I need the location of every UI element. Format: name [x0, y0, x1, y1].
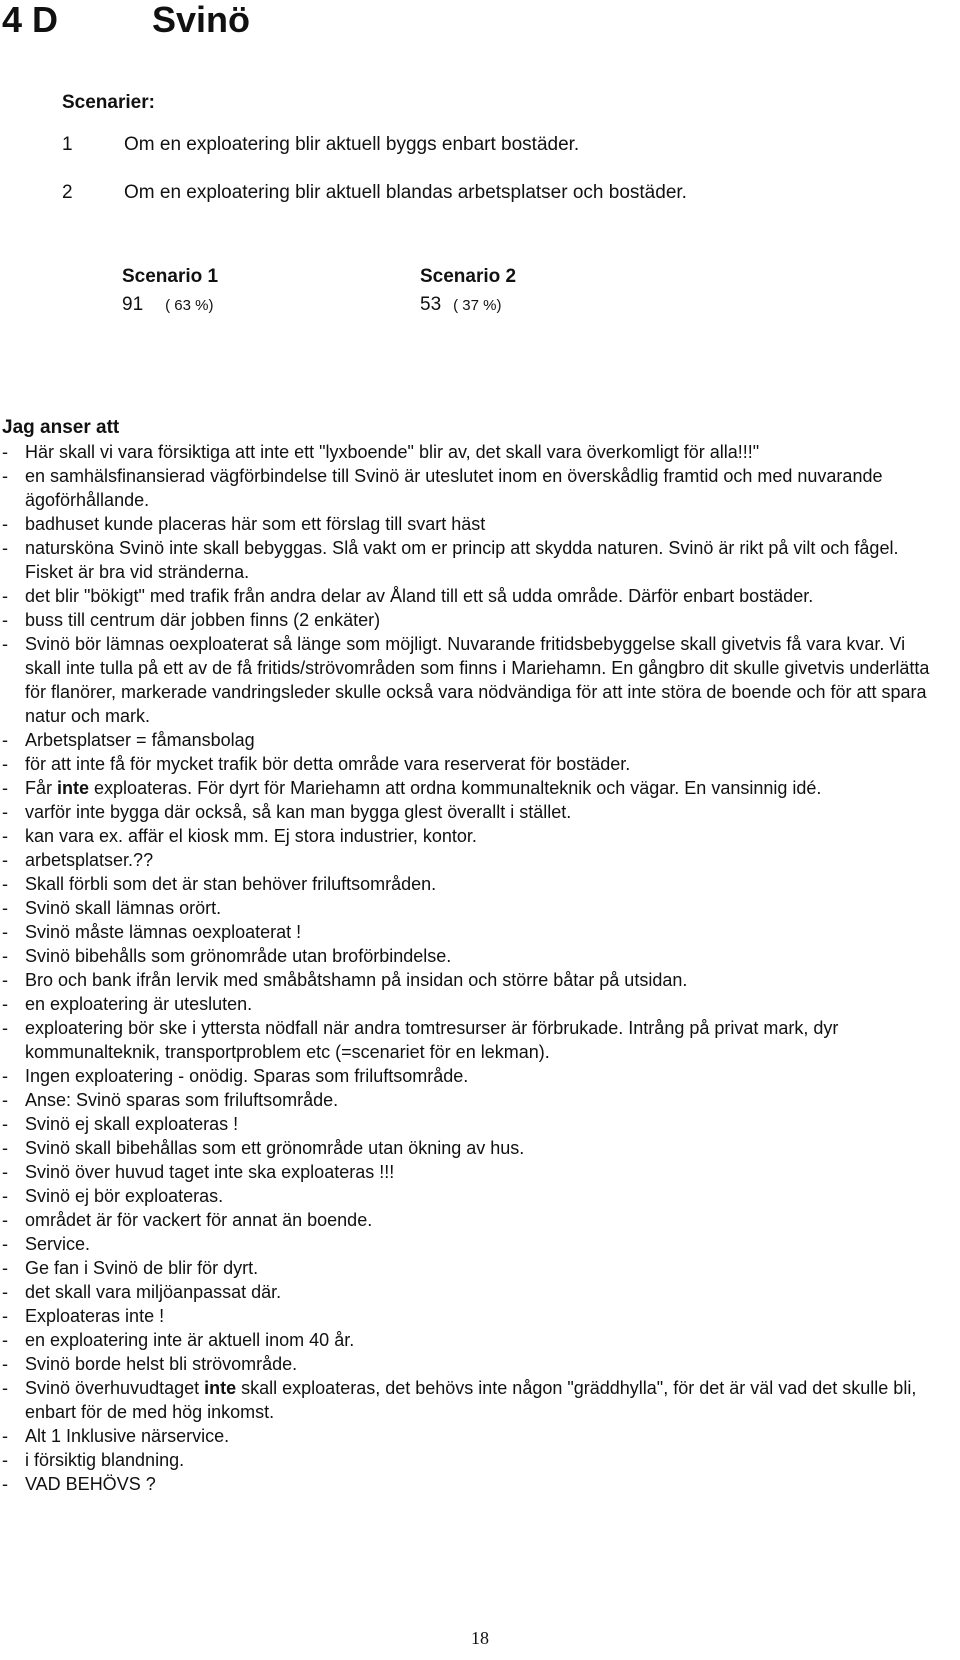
opinion-text: Svinö ej bör exploateras. — [25, 1186, 224, 1206]
scenario-1-heading: Scenario 1 — [122, 266, 219, 287]
scenarios-title: Scenarier: — [62, 92, 155, 113]
bullet-dash: - — [2, 922, 8, 942]
bullet-dash: - — [2, 994, 8, 1014]
opinions-list — [2, 440, 942, 1496]
opinion-emphasis: inte — [57, 778, 90, 798]
opinion-item — [2, 584, 942, 608]
bullet-dash: - — [2, 466, 8, 486]
opinion-text: en exploatering är utesluten. — [25, 994, 253, 1014]
opinion-text: det blir "bökigt" med trafik från andra delar av Åland till ett så udda område. Därför enbart bostäder. — [25, 586, 814, 606]
bullet-dash: - — [2, 1066, 8, 1086]
opinion-text: Svinö skall bibehållas som ett grönområde utan ökning av hus. — [25, 1138, 525, 1158]
bullet-dash: - — [2, 538, 8, 558]
scenario-2-count: 53 — [420, 294, 442, 315]
opinion-item — [2, 1448, 942, 1472]
bullet-dash: - — [2, 1234, 8, 1254]
opinion-item — [2, 896, 942, 920]
opinion-text: en exploatering inte är aktuell inom 40 år. — [25, 1330, 355, 1350]
bullet-dash: - — [2, 1450, 8, 1470]
bullet-dash: - — [2, 1474, 8, 1494]
opinion-item — [2, 464, 942, 512]
opinion-item — [2, 1136, 942, 1160]
opinion-text: Svinö bibehålls som grönområde utan broförbindelse. — [25, 946, 452, 966]
opinions-section — [2, 416, 942, 1496]
opinion-text: VAD BEHÖVS ? — [25, 1474, 156, 1494]
opinion-item — [2, 944, 942, 968]
bullet-dash: - — [2, 1354, 8, 1374]
opinion-item — [2, 872, 942, 896]
scenario-item — [62, 134, 579, 156]
opinion-text: badhuset kunde placeras här som ett förslag till svart häst — [25, 514, 486, 534]
opinion-item — [2, 1304, 942, 1328]
opinion-text: exploateras. För dyrt för Mariehamn att ordna kommunalteknik och vägar. En vansinnig idé. — [89, 778, 822, 798]
opinion-text: Ge fan i Svinö de blir för dyrt. — [25, 1258, 259, 1278]
opinion-item — [2, 1280, 942, 1304]
opinion-item — [2, 1376, 942, 1424]
bullet-dash: - — [2, 970, 8, 990]
opinion-text: i försiktig blandning. — [25, 1450, 185, 1470]
opinion-text: Svinö borde helst bli strövområde. — [25, 1354, 298, 1374]
scenario-2-percent: ( 37 %) — [453, 297, 502, 314]
opinion-text: det skall vara miljöanpassat där. — [25, 1282, 282, 1302]
scenario-1-count: 91 — [122, 294, 144, 315]
opinion-item — [2, 728, 942, 752]
opinion-text: Ingen exploatering - onödig. Sparas som friluftsområde. — [25, 1066, 469, 1086]
bullet-dash: - — [2, 1186, 8, 1206]
bullet-dash: - — [2, 1426, 8, 1446]
scenario-text: Om en exploatering blir aktuell blandas arbetsplatser och bostäder. — [124, 182, 687, 203]
opinion-item — [2, 1064, 942, 1088]
bullet-dash: - — [2, 1162, 8, 1182]
opinion-item — [2, 608, 942, 632]
bullet-dash: - — [2, 874, 8, 894]
bullet-dash: - — [2, 634, 8, 654]
opinion-text: Bro och bank ifrån lervik med småbåtshamn på insidan och större båtar på utsidan. — [25, 970, 688, 990]
bullet-dash: - — [2, 730, 8, 750]
scenario-number: 2 — [62, 182, 73, 203]
bullet-dash: - — [2, 778, 8, 798]
opinion-item — [2, 1328, 942, 1352]
opinion-text: Arbetsplatser = fåmansbolag — [25, 730, 255, 750]
opinion-text: en samhälsfinansierad vägförbindelse till Svinö är uteslutet inom en överskådlig framtid och med nuvarande ägoförhållande. — [25, 466, 883, 510]
opinion-item — [2, 512, 942, 536]
opinion-text: Service. — [25, 1234, 91, 1254]
opinion-text: Skall förbli som det är stan behöver friluftsområden. — [25, 874, 437, 894]
opinion-text: Alt 1 Inklusive närservice. — [25, 1426, 230, 1446]
bullet-dash: - — [2, 1258, 8, 1278]
opinion-item — [2, 800, 942, 824]
scenario-1-percent: ( 63 %) — [165, 297, 214, 314]
opinion-text: natursköna Svinö inte skall bebyggas. Slå vakt om er princip att skydda naturen. Svinö är rikt på vilt och fågel. Fisket är bra vid stränderna. — [25, 538, 899, 582]
bullet-dash: - — [2, 1306, 8, 1326]
bullet-dash: - — [2, 1018, 8, 1038]
bullet-dash: - — [2, 1114, 8, 1134]
opinion-item — [2, 1208, 942, 1232]
scenario-number: 1 — [62, 134, 73, 155]
bullet-dash: - — [2, 1210, 8, 1230]
opinion-text: Exploateras inte ! — [25, 1306, 165, 1326]
bullet-dash: - — [2, 1138, 8, 1158]
opinion-item — [2, 1112, 942, 1136]
section-heading — [2, 0, 250, 40]
scenario-1-result — [122, 294, 214, 316]
bullet-dash: - — [2, 1330, 8, 1350]
section-number: 4 D — [2, 0, 59, 40]
opinion-item — [2, 440, 942, 464]
bullet-dash: - — [2, 898, 8, 918]
opinion-text: för att inte få för mycket trafik bör detta område vara reserverat för bostäder. — [25, 754, 631, 774]
opinion-text: buss till centrum där jobben finns (2 enkäter) — [25, 610, 381, 630]
bullet-dash: - — [2, 1378, 8, 1398]
opinion-text: området är för vackert för annat än boende. — [25, 1210, 373, 1230]
opinion-text: Anse: Svinö sparas som friluftsområde. — [25, 1090, 339, 1110]
opinion-item — [2, 752, 942, 776]
opinion-item — [2, 1424, 942, 1448]
opinion-item — [2, 1088, 942, 1112]
opinion-text: Här skall vi vara försiktiga att inte ett "lyxboende" blir av, det skall vara överkomligt för alla!!!" — [25, 442, 760, 462]
opinion-text: Får — [25, 778, 58, 798]
opinion-text: Svinö över huvud taget inte ska exploateras !!! — [25, 1162, 395, 1182]
opinion-text: Svinö bör lämnas oexploaterat så länge som möjligt. Nuvarande fritidsbebyggelse skall givetvis få vara kvar. Vi skall inte tulla på ett av de få fritids/strövområden som finns i Mariehamn. En gångbro dit skulle givetvis underlätta för flanörer, markerade vandringsleder skulle också vara nödvändiga för att inte störa de boende och för att spara natur och mark. — [25, 634, 930, 726]
opinion-item — [2, 848, 942, 872]
opinion-text: skall exploateras, det behövs inte någon "gräddhylla", för det är väl vad det skulle bli, enbart för de med hög inkomst. — [25, 1378, 917, 1422]
opinion-text: kan vara ex. affär el kiosk mm. Ej stora industrier, kontor. — [25, 826, 477, 846]
opinion-text: exploatering bör ske i yttersta nödfall när andra tomtresurser är förbrukade. Intrång på privat mark, dyr kommunalteknik, transportproblem etc (=scenariet för en lekman). — [25, 1018, 839, 1062]
bullet-dash: - — [2, 586, 8, 606]
opinion-item — [2, 1184, 942, 1208]
bullet-dash: - — [2, 802, 8, 822]
scenario-item — [62, 182, 687, 204]
opinion-item — [2, 1472, 942, 1496]
bullet-dash: - — [2, 1282, 8, 1302]
bullet-dash: - — [2, 442, 8, 462]
opinion-item — [2, 920, 942, 944]
scenario-text: Om en exploatering blir aktuell byggs enbart bostäder. — [124, 134, 580, 155]
opinion-text: varför inte bygga där också, så kan man bygga glest överallt i stället. — [25, 802, 572, 822]
bullet-dash: - — [2, 610, 8, 630]
opinion-text: Svinö skall lämnas orört. — [25, 898, 222, 918]
scenario-2-result — [420, 294, 502, 316]
page-number: 18 — [471, 1628, 489, 1648]
opinion-text: arbetsplatser.?? — [25, 850, 154, 870]
opinion-item — [2, 1232, 942, 1256]
opinion-item — [2, 1256, 942, 1280]
opinion-text: Svinö överhuvudtaget — [25, 1378, 205, 1398]
bullet-dash: - — [2, 946, 8, 966]
scenario-2-heading: Scenario 2 — [420, 266, 517, 287]
opinion-item — [2, 968, 942, 992]
opinion-item — [2, 1160, 942, 1184]
opinion-item — [2, 776, 942, 800]
opinion-item — [2, 536, 942, 584]
bullet-dash: - — [2, 1090, 8, 1110]
bullet-dash: - — [2, 754, 8, 774]
section-title: Svinö — [152, 0, 251, 40]
opinion-item — [2, 1016, 942, 1064]
opinion-text: Svinö måste lämnas oexploaterat ! — [25, 922, 302, 942]
opinions-title: Jag anser att — [2, 417, 120, 438]
bullet-dash: - — [2, 850, 8, 870]
opinion-item — [2, 824, 942, 848]
bullet-dash: - — [2, 826, 8, 846]
opinion-text: Svinö ej skall exploateras ! — [25, 1114, 239, 1134]
bullet-dash: - — [2, 514, 8, 534]
opinion-item — [2, 1352, 942, 1376]
opinion-item — [2, 992, 942, 1016]
opinion-item — [2, 632, 942, 728]
opinion-emphasis: inte — [204, 1378, 237, 1398]
